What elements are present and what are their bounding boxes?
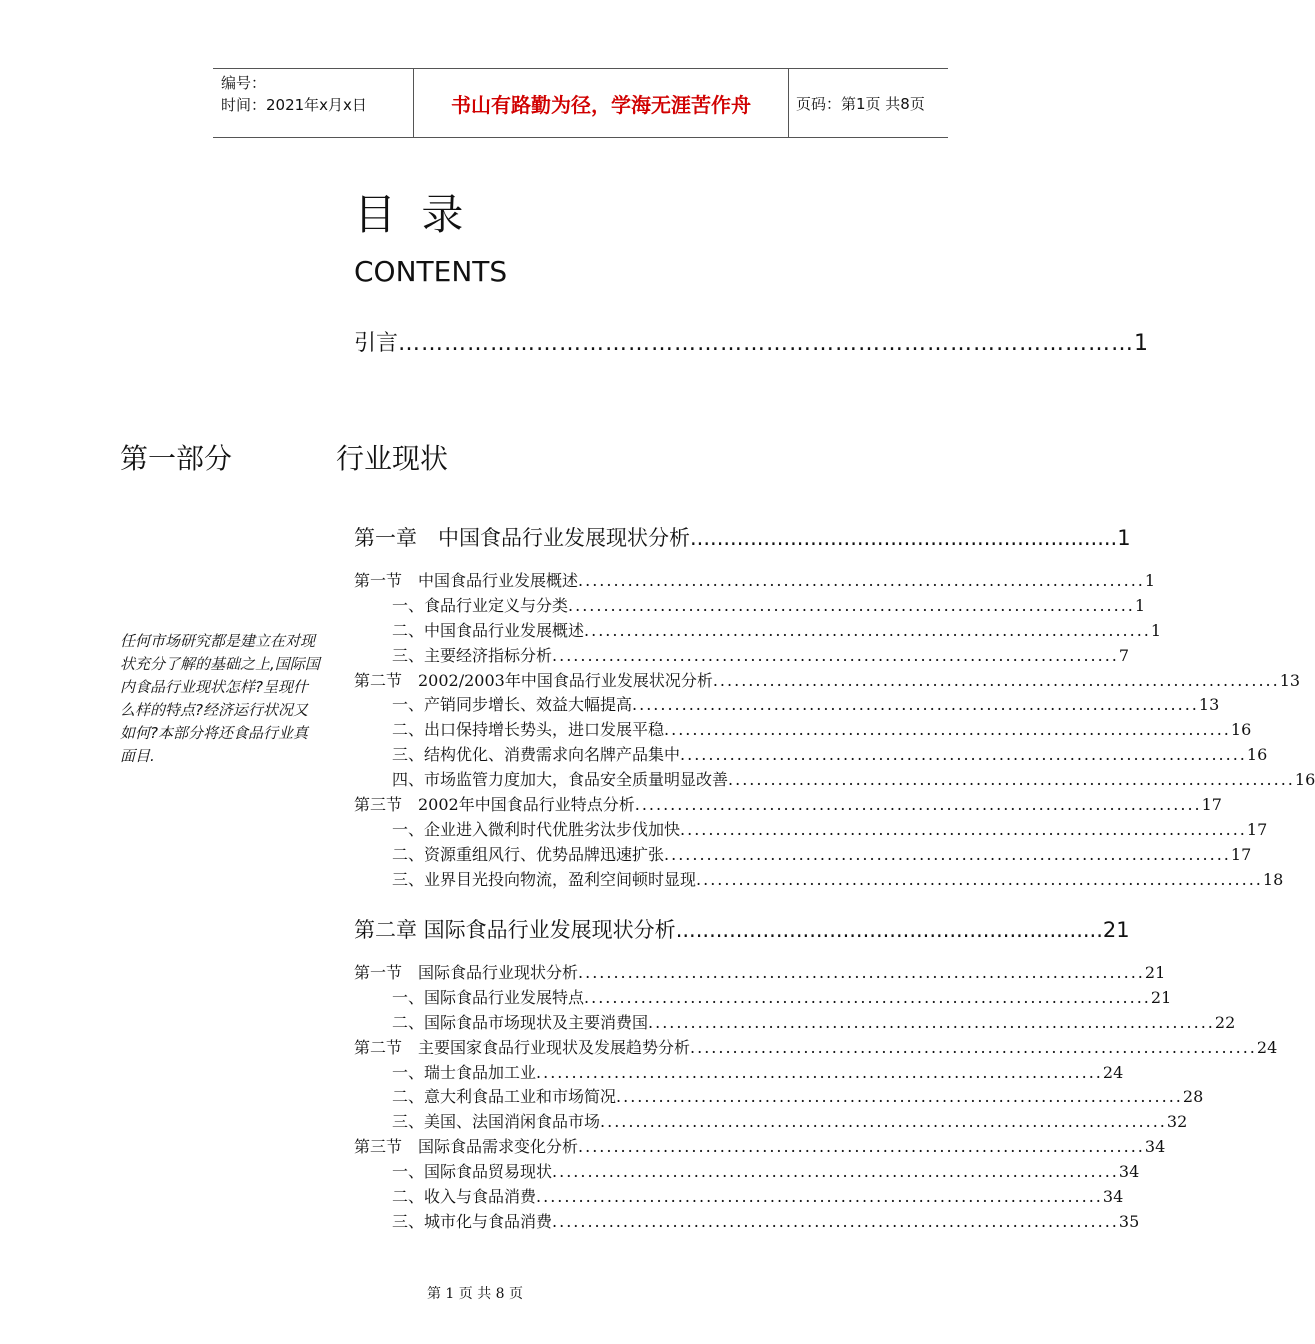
entry-label: 第二节 2002/2003年中国食品行业发展状况分析 bbox=[354, 670, 713, 690]
entry-label: 三、业界目光投向物流，盈利空间顿时显现 bbox=[392, 869, 697, 889]
leader-dots: ................................................................................ bbox=[680, 819, 1247, 839]
entry-page: 17 bbox=[1201, 795, 1222, 815]
entry-label: 一、企业进入微利时代优胜劣汰步伐加快 bbox=[392, 819, 681, 839]
leader-dots: …………………………………………………………………………………… bbox=[398, 331, 1135, 356]
entry-label: 第二节 主要国家食品行业现状及发展趋势分析 bbox=[354, 1037, 691, 1057]
entry-page: 1 bbox=[1150, 620, 1162, 640]
toc-subtitle: CONTENTS bbox=[354, 255, 508, 288]
entry-label: 二、出口保持增长势头，进口发展平稳 bbox=[392, 720, 665, 740]
entry-label: 三、结构优化、消费需求向名牌产品集中 bbox=[392, 745, 681, 765]
entry-page: 22 bbox=[1214, 1012, 1236, 1032]
entry-page: 34 bbox=[1102, 1187, 1124, 1207]
entry-page: 18 bbox=[1262, 869, 1284, 889]
leader-dots: ................................................................................ bbox=[552, 1211, 1119, 1231]
entry-page: 13 bbox=[1279, 670, 1301, 690]
entry-page: 17 bbox=[1246, 819, 1268, 839]
chapter-entries bbox=[354, 960, 1278, 1234]
leader-dots: ................................................................................ bbox=[632, 695, 1199, 715]
toc-subsection-entry[interactable] bbox=[354, 767, 1315, 792]
leader-dots: ................................................................................ bbox=[680, 745, 1247, 765]
leader-dots: ................................................................................ bbox=[584, 620, 1151, 640]
leader-dots: ................................................................ bbox=[690, 526, 1118, 550]
leader-dots: ................................................................................ bbox=[600, 1112, 1167, 1132]
entry-label: 二、意大利食品工业和市场简况 bbox=[392, 1087, 617, 1107]
toc-section-entry[interactable] bbox=[354, 568, 1156, 593]
entry-label: 一、瑞士食品加工业 bbox=[392, 1062, 537, 1082]
leader-dots: ................................................................................ bbox=[696, 869, 1263, 889]
entry-page: 7 bbox=[1118, 645, 1130, 665]
header-number-label: 编号： bbox=[221, 74, 267, 92]
leader-dots: ................................................................................ bbox=[578, 963, 1145, 982]
leader-dots: ................................................................................ bbox=[664, 720, 1231, 740]
entry-label: 三、主要经济指标分析 bbox=[392, 645, 553, 665]
entry-label: 二、资源重组风行、优势品牌迅速扩张 bbox=[392, 844, 665, 864]
toc-subsection-entry[interactable] bbox=[354, 867, 1284, 892]
leader-dots: ................................................................................ bbox=[690, 1037, 1257, 1057]
toc-title: 目 录 bbox=[354, 190, 470, 239]
toc-section-entry[interactable] bbox=[354, 1134, 1166, 1159]
toc-subsection-entry[interactable] bbox=[354, 1159, 1140, 1184]
leader-dots: ................................................................................ bbox=[578, 571, 1145, 590]
chapter-entries bbox=[354, 568, 1315, 892]
entry-label: 二、收入与食品消费 bbox=[392, 1187, 537, 1207]
chapter-label: 第一章 中国食品行业发展现状分析 bbox=[354, 526, 690, 550]
entry-page: 24 bbox=[1256, 1037, 1278, 1057]
entry-label: 四、市场监管力度加大，食品安全质量明显改善 bbox=[392, 770, 729, 790]
entry-label: 三、城市化与食品消费 bbox=[392, 1211, 553, 1231]
toc-section-entry[interactable] bbox=[354, 960, 1166, 985]
entry-label: 第三节 国际食品需求变化分析 bbox=[354, 1137, 579, 1157]
toc-subsection-entry[interactable] bbox=[354, 593, 1146, 618]
page-footer: 第 1 页 共 8 页 bbox=[426, 1286, 524, 1302]
entry-page: 1 bbox=[1144, 571, 1156, 590]
header-time-label: 时间：2021年x月x日 bbox=[221, 96, 367, 114]
part-name: 行业现状 bbox=[336, 442, 449, 475]
toc-subsection-entry[interactable] bbox=[354, 1184, 1124, 1209]
entry-label: 一、国际食品行业发展特点 bbox=[392, 987, 585, 1007]
entry-page: 16 bbox=[1294, 770, 1315, 790]
entry-page: 21 bbox=[1144, 963, 1166, 982]
toc-subsection-entry[interactable] bbox=[354, 1109, 1188, 1134]
leader-dots: ................................................................................ bbox=[536, 1062, 1103, 1082]
entry-label: 第三节 2002年中国食品行业特点分析 bbox=[354, 795, 635, 815]
header-page-label: 页码：第1页 共8页 bbox=[796, 94, 925, 113]
entry-page: 16 bbox=[1246, 745, 1268, 765]
toc-subsection-entry[interactable] bbox=[354, 618, 1162, 643]
intro-page: 1 bbox=[1134, 331, 1149, 356]
toc-subsection-entry[interactable] bbox=[354, 742, 1268, 767]
entry-label: 三、美国、法国消闲食品市场 bbox=[392, 1112, 601, 1132]
leader-dots: ................................................................................ bbox=[728, 770, 1295, 790]
part-label: 第一部分 bbox=[120, 442, 233, 475]
leader-dots: ................................................................................ bbox=[552, 1162, 1119, 1182]
chapter-page: 21 bbox=[1102, 918, 1130, 942]
header-meta bbox=[213, 69, 413, 137]
entry-label: 第一节 中国食品行业发展概述 bbox=[354, 571, 579, 590]
part-summary: 任何市场研究都是建立在对现状充分了解的基础之上,国际国内食品行业现状怎样?呈现什么样的特点?经济运行状况又如何?本部分将还食品行业真面目. bbox=[120, 632, 320, 765]
entry-page: 32 bbox=[1166, 1112, 1188, 1132]
entry-page: 1 bbox=[1134, 595, 1146, 615]
toc-section-entry[interactable] bbox=[354, 668, 1301, 693]
toc-section-entry[interactable] bbox=[354, 792, 1222, 817]
toc-subsection-entry[interactable] bbox=[354, 1209, 1140, 1234]
toc-subsection-entry[interactable] bbox=[354, 842, 1252, 867]
chapter-label: 第二章 国际食品行业发展现状分析 bbox=[354, 918, 676, 942]
entry-label: 一、食品行业定义与分类 bbox=[392, 595, 569, 615]
leader-dots: ................................................................................ bbox=[552, 645, 1119, 665]
leader-dots: ................................................................................ bbox=[578, 1137, 1145, 1157]
leader-dots: ................................................................................ bbox=[634, 795, 1202, 815]
toc-subsection-entry[interactable] bbox=[354, 692, 1220, 717]
leader-dots: ................................................................................ bbox=[648, 1012, 1215, 1032]
entry-label: 一、国际食品贸易现状 bbox=[392, 1162, 553, 1182]
entry-label: 第一节 国际食品行业现状分析 bbox=[354, 963, 579, 982]
chapter-heading[interactable] bbox=[354, 914, 1130, 944]
toc-subsection-entry[interactable] bbox=[354, 1084, 1204, 1109]
intro-label: 引言 bbox=[354, 331, 399, 356]
leader-dots: ................................................................................ bbox=[536, 1187, 1103, 1207]
leader-dots: ................................................................ bbox=[675, 918, 1103, 942]
toc-intro-entry[interactable] bbox=[354, 326, 1149, 357]
entry-page: 17 bbox=[1230, 844, 1252, 864]
header-motto: 书山有路勤为径，学海无涯苦作舟 bbox=[413, 69, 789, 137]
entry-page: 21 bbox=[1150, 987, 1172, 1007]
toc-subsection-entry[interactable] bbox=[354, 717, 1252, 742]
entry-page: 28 bbox=[1182, 1087, 1204, 1107]
entry-page: 13 bbox=[1198, 695, 1220, 715]
entry-page: 34 bbox=[1118, 1162, 1140, 1182]
entry-page: 35 bbox=[1118, 1211, 1140, 1231]
leader-dots: ................................................................................ bbox=[568, 595, 1135, 615]
toc-subsection-entry[interactable] bbox=[354, 1060, 1124, 1085]
toc-subsection-entry[interactable] bbox=[354, 1010, 1236, 1035]
entry-page: 16 bbox=[1230, 720, 1252, 740]
toc-subsection-entry[interactable] bbox=[354, 643, 1130, 668]
leader-dots: ................................................................................ bbox=[712, 670, 1280, 690]
entry-label: 二、中国食品行业发展概述 bbox=[392, 620, 585, 640]
leader-dots: ................................................................................ bbox=[664, 844, 1231, 864]
entry-page: 34 bbox=[1144, 1137, 1166, 1157]
leader-dots: ................................................................................ bbox=[616, 1087, 1183, 1107]
page-header bbox=[213, 68, 948, 138]
entry-page: 24 bbox=[1102, 1062, 1124, 1082]
chapter-heading[interactable] bbox=[354, 522, 1131, 552]
toc-section-entry[interactable] bbox=[354, 1035, 1278, 1060]
entry-label: 一、产销同步增长、效益大幅提高 bbox=[392, 695, 633, 715]
toc-subsection-entry[interactable] bbox=[354, 985, 1172, 1010]
toc-subsection-entry[interactable] bbox=[354, 817, 1268, 842]
leader-dots: ................................................................................ bbox=[584, 987, 1151, 1007]
chapter-page: 1 bbox=[1117, 526, 1131, 550]
entry-label: 二、国际食品市场现状及主要消费国 bbox=[392, 1012, 649, 1032]
